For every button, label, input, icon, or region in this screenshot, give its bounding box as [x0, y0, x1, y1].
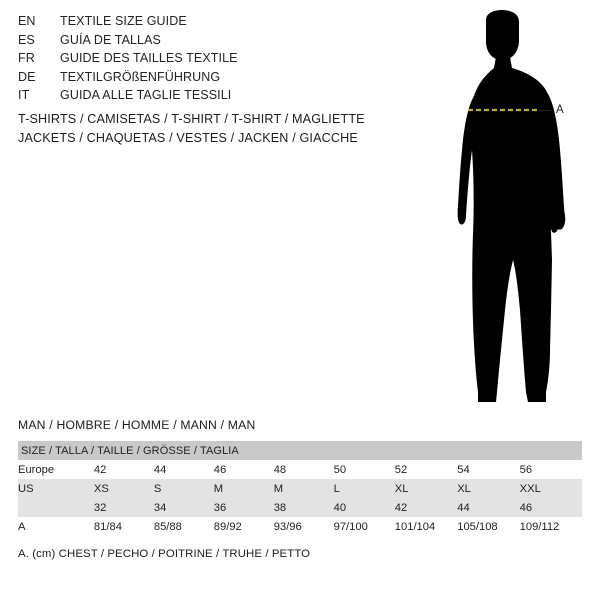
- row-label: Europe: [18, 460, 94, 479]
- measure-label-a: A: [556, 104, 564, 116]
- cell: 36: [214, 498, 274, 517]
- row-label: [18, 498, 94, 517]
- table-section-title: MAN / HOMBRE / HOMME / MANN / MAN: [18, 418, 256, 432]
- cell: XL: [395, 479, 457, 498]
- category-jackets: JACKETS / CHAQUETAS / VESTES / JACKEN / GIACCHE: [18, 131, 358, 145]
- language-list: [18, 14, 378, 107]
- table-header-label: SIZE / TALLA / TAILLE / GRÖSSE / TAGLIA: [18, 441, 582, 460]
- cell: 32: [94, 498, 154, 517]
- language-title: GUIDE DES TAILLES TEXTILE: [60, 51, 238, 66]
- male-silhouette-figure: [400, 10, 600, 410]
- cell: XS: [94, 479, 154, 498]
- table-header-row: [18, 441, 582, 460]
- cell: 101/104: [395, 517, 457, 536]
- cell: 89/92: [214, 517, 274, 536]
- cell: 40: [334, 498, 395, 517]
- cell: 52: [395, 460, 457, 479]
- cell: XXL: [520, 479, 582, 498]
- cell: 105/108: [457, 517, 519, 536]
- cell: 42: [395, 498, 457, 517]
- category-tshirts: T-SHIRTS / CAMISETAS / T-SHIRT / T-SHIRT / MAGLIETTE: [18, 112, 365, 126]
- cell: 48: [274, 460, 334, 479]
- language-title: TEXTILGRÖßENFÜHRUNG: [60, 69, 221, 84]
- footnote: A. (cm) CHEST / PECHO / POITRINE / TRUHE / PETTO: [18, 548, 311, 560]
- row-label: US: [18, 479, 94, 498]
- cell: 93/96: [274, 517, 334, 536]
- language-row: [18, 70, 378, 89]
- measure-leader-line: [540, 110, 551, 111]
- cell: M: [214, 479, 274, 498]
- language-row: [18, 14, 378, 33]
- size-table: [18, 441, 582, 536]
- cell: 109/112: [520, 517, 582, 536]
- cell: S: [154, 479, 214, 498]
- language-title: GUIDA ALLE TAGLIE TESSILI: [60, 88, 232, 103]
- cell: 44: [154, 460, 214, 479]
- table-row: [18, 517, 582, 536]
- cell: 46: [214, 460, 274, 479]
- cell: XL: [457, 479, 519, 498]
- table-row: [18, 498, 582, 517]
- cell: 97/100: [334, 517, 395, 536]
- category-list: [18, 110, 418, 148]
- cell: 38: [274, 498, 334, 517]
- language-code: IT: [18, 88, 30, 103]
- cell: 46: [520, 498, 582, 517]
- cell: L: [334, 479, 395, 498]
- language-title: TEXTILE SIZE GUIDE: [60, 14, 187, 28]
- language-code: DE: [18, 69, 36, 84]
- cell: 56: [520, 460, 582, 479]
- cell: 54: [457, 460, 519, 479]
- language-code: ES: [18, 32, 35, 47]
- language-row: [18, 33, 378, 52]
- cell: 50: [334, 460, 395, 479]
- cell: 81/84: [94, 517, 154, 536]
- cell: 85/88: [154, 517, 214, 536]
- language-code: EN: [18, 14, 36, 28]
- table-row: [18, 460, 582, 479]
- cell: 34: [154, 498, 214, 517]
- table-row: [18, 479, 582, 498]
- cell: M: [274, 479, 334, 498]
- language-code: FR: [18, 51, 35, 66]
- language-row: [18, 51, 378, 70]
- language-title: GUÍA DE TALLAS: [60, 32, 161, 47]
- cell: 42: [94, 460, 154, 479]
- row-label: A: [18, 517, 94, 536]
- cell: 44: [457, 498, 519, 517]
- language-row: [18, 88, 378, 107]
